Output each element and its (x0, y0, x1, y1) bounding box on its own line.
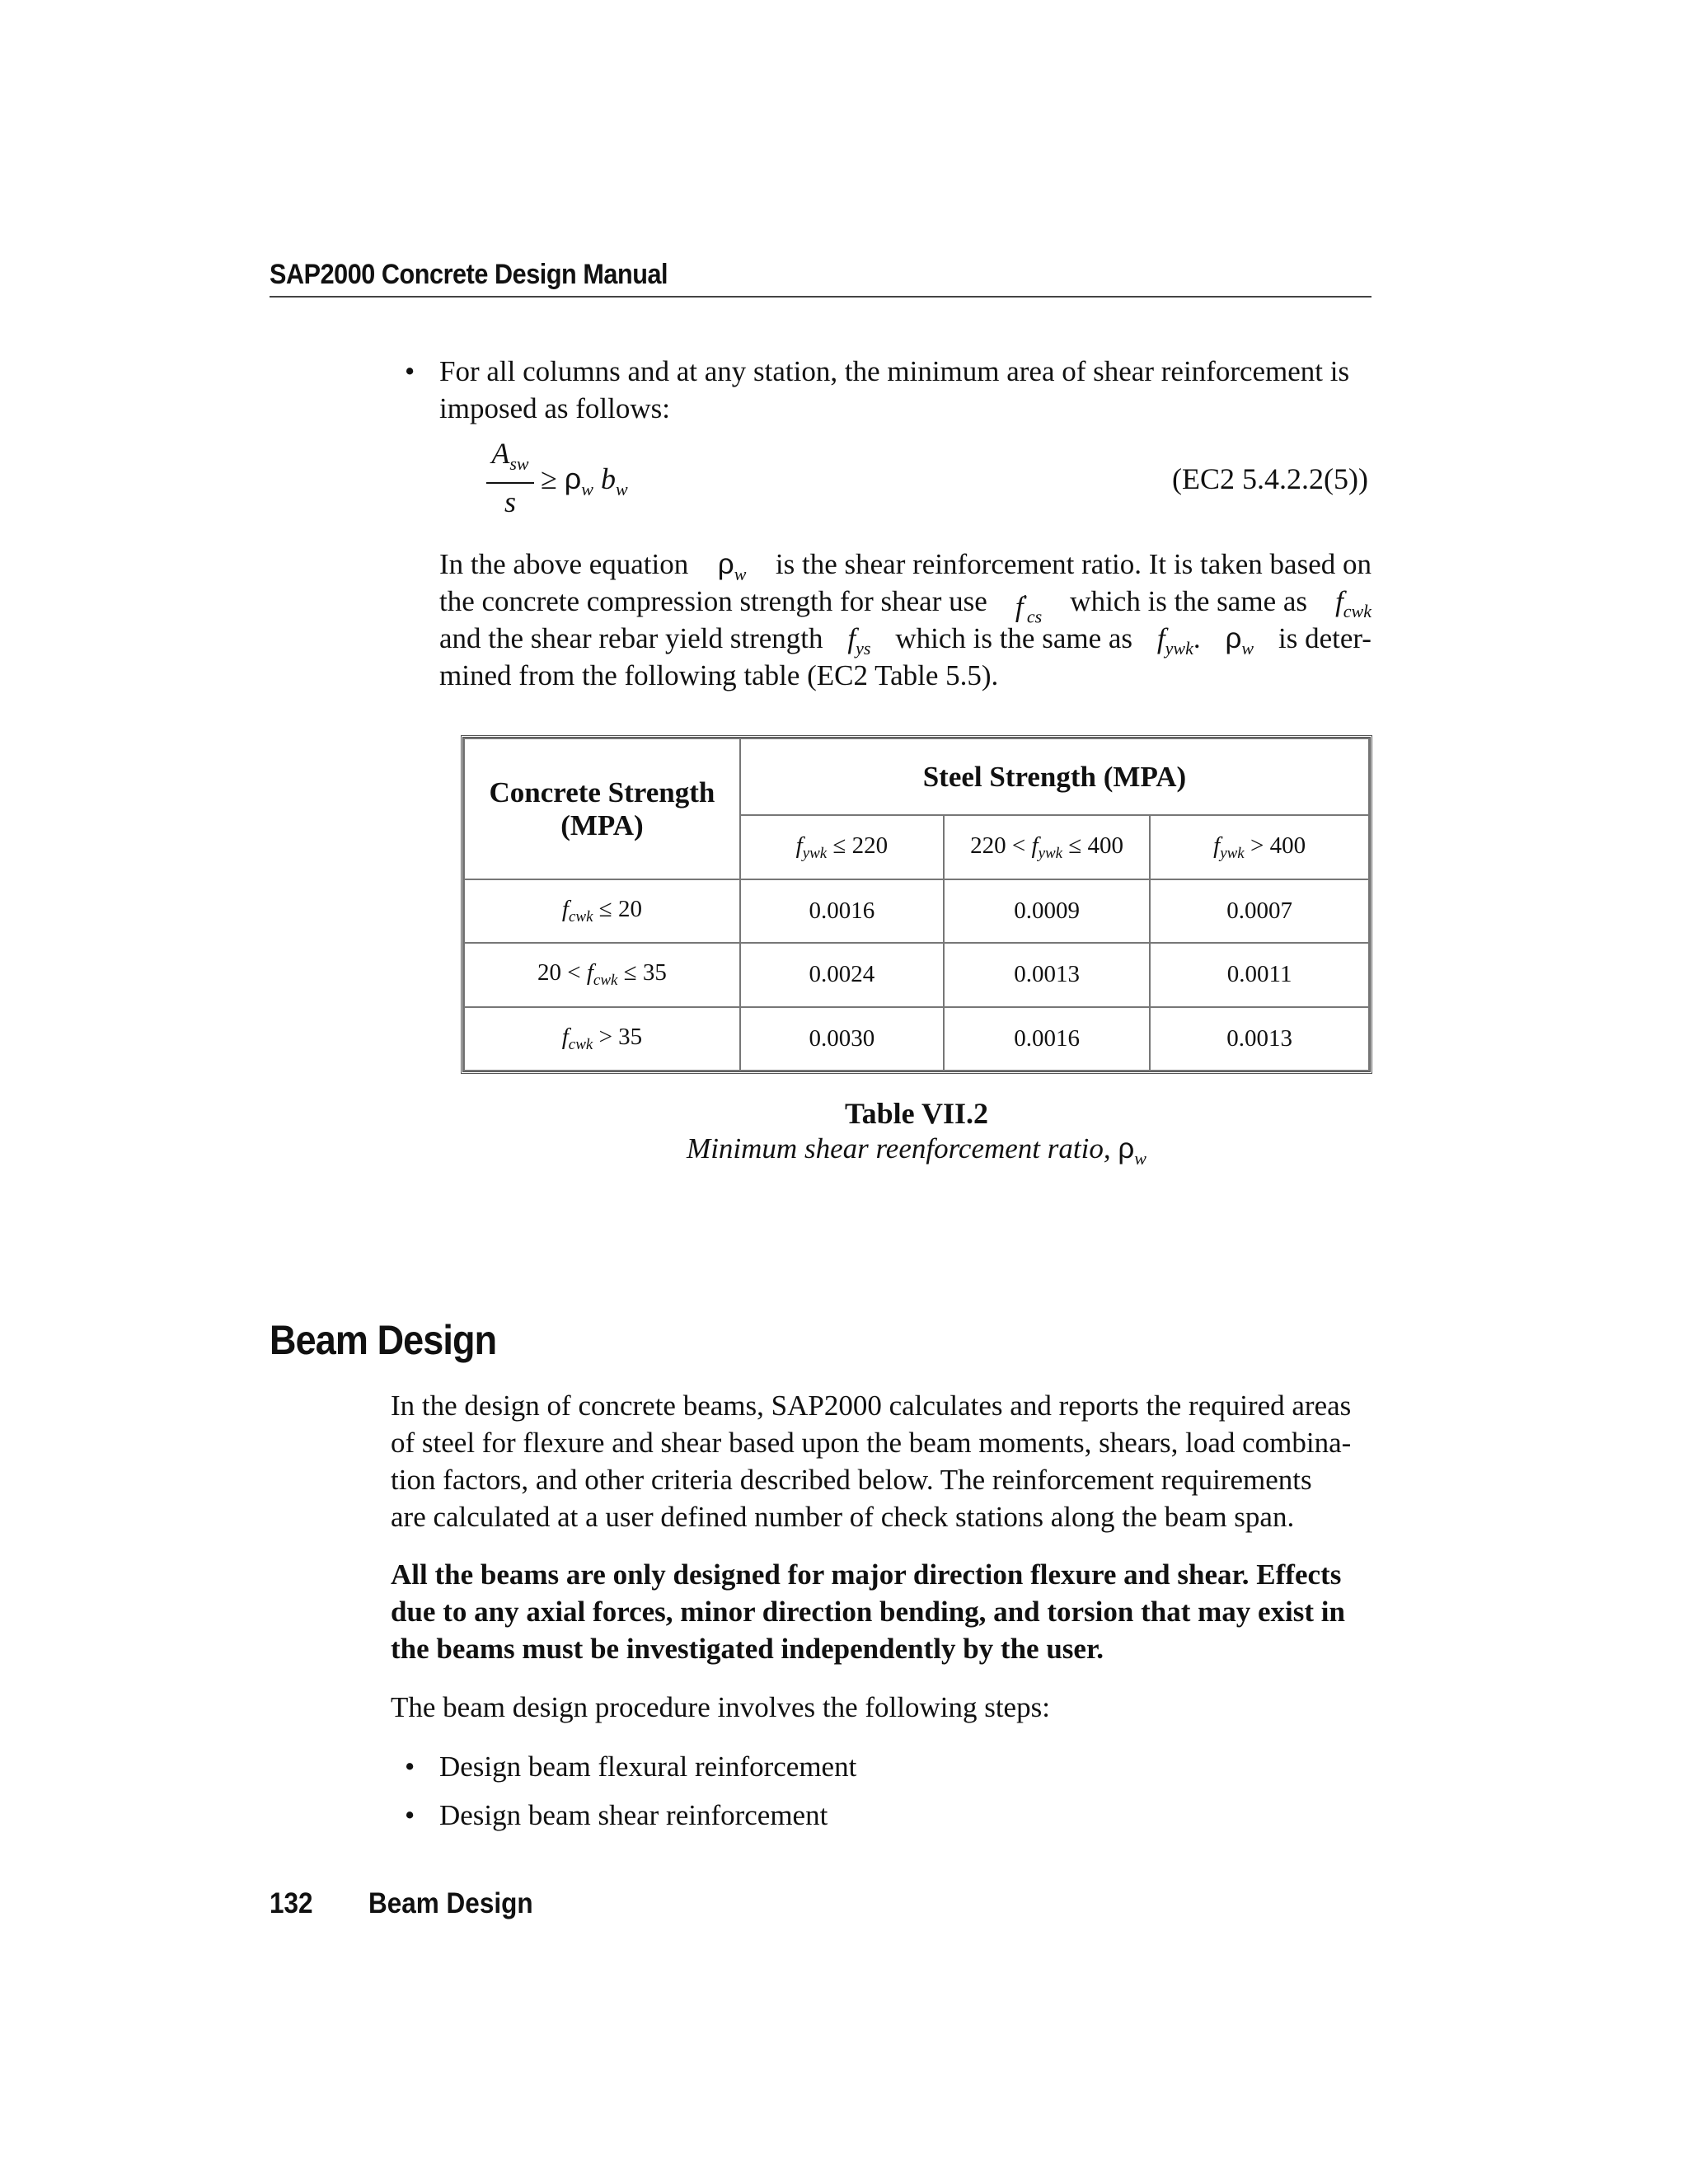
equation-denominator: s (504, 485, 516, 518)
table-row (464, 1007, 1369, 1071)
footer-section-title: Beam Design (368, 1887, 533, 1919)
bullet-marker: • (405, 1799, 415, 1831)
text-line: imposed as follows: (439, 392, 670, 424)
table-cell: 0.0030 (740, 1007, 944, 1071)
steel-strength-header: Steel Strength (MPA) (740, 738, 1369, 815)
steel-col-header-3: $f_{ywk} > 400$ (1150, 815, 1369, 879)
bullet-marker: • (405, 1750, 415, 1783)
table-caption-title: Table VII.2 (844, 1097, 989, 1130)
running-header: SAP2000 Concrete Design Manual (270, 259, 668, 290)
step-item: Design beam shear reinforcement (439, 1799, 828, 1831)
row-label: $20 < f_{cwk} \le 35$ (464, 943, 740, 1006)
text-line: and the shear rebar yield strength $f_{ys}$ which is the same as $f_{ywk}$. $\rho_w$ is deter- (439, 622, 1372, 658)
text-line: tion factors, and other criteria described below. The reinforcement requirements (391, 1464, 1312, 1496)
text-line: In the design of concrete beams, SAP2000 calculates and reports the required areas (391, 1390, 1352, 1422)
table-cell: 0.0011 (1150, 943, 1369, 1006)
table-cell: 0.0013 (944, 943, 1150, 1006)
text-line: mined from the following table (EC2 Table 5.5). (439, 659, 999, 691)
beam-design-note (391, 1556, 1372, 1667)
concrete-strength-header: Concrete Strength (MPA) (464, 738, 740, 879)
text-line: due to any axial forces, minor direction bending, and torsion that may exist in (391, 1596, 1345, 1628)
table-cell: 0.0007 (1150, 879, 1369, 943)
steel-col-header-1: $f_{ywk} \le 220$ (740, 815, 944, 879)
table-cell: 0.0009 (944, 879, 1150, 943)
table-cell: 0.0016 (944, 1007, 1150, 1071)
text-line: All the beams are only designed for major direction flexure and shear. Effects (391, 1558, 1342, 1591)
bullet-marker: • (405, 355, 415, 387)
table-caption-description: Minimum shear reenforcement ratio, $\rho_w$ (687, 1132, 1146, 1169)
equation-numerator: $A_{sw}$ (486, 437, 534, 484)
bullet-paragraph (439, 353, 1372, 427)
text-line: of steel for flexure and shear based upon the beam moments, shears, load combina- (391, 1427, 1352, 1459)
text-line: the beams must be investigated independently by the user. (391, 1633, 1104, 1665)
equation-reference: (EC2 5.4.2.2(5)) (1172, 462, 1368, 495)
section-heading: Beam Design (270, 1317, 497, 1363)
equation-explanation (439, 546, 1372, 694)
text-line: In the above equation $\rho_w$ is the shear reinforcement ratio. It is taken based on (439, 548, 1372, 584)
table-cell: 0.0024 (740, 943, 944, 1006)
table-cell: 0.0013 (1150, 1007, 1369, 1071)
text-line: are calculated at a user defined number of check stations along the beam span. (391, 1501, 1295, 1533)
row-label: $f_{cwk} > 35$ (464, 1007, 740, 1071)
table-row (464, 943, 1369, 1006)
header-rule (270, 296, 1372, 298)
procedure-intro: The beam design procedure involves the following steps: (391, 1691, 1050, 1723)
equation-fraction (486, 437, 534, 520)
table-row (464, 879, 1369, 943)
table-cell: 0.0016 (740, 879, 944, 943)
text-line: For all columns and at any station, the minimum area of shear reinforcement is (439, 355, 1350, 387)
steel-col-header-2: $220 < f_{ywk} \le 400$ (944, 815, 1150, 879)
text-line: the concrete compression strength for shear use $f'_{cs}$ which is the same as $f_{cwk}$ (439, 585, 1372, 627)
beam-design-intro (391, 1387, 1372, 1535)
row-label: $f_{cwk} \le 20$ (464, 879, 740, 943)
page-number: 132 (270, 1887, 313, 1919)
min-shear-ratio-table (461, 735, 1372, 1074)
step-item: Design beam flexural reinforcement (439, 1750, 857, 1783)
equation-rhs: ≥ $\rho_w$ $b_w$ (541, 462, 628, 499)
